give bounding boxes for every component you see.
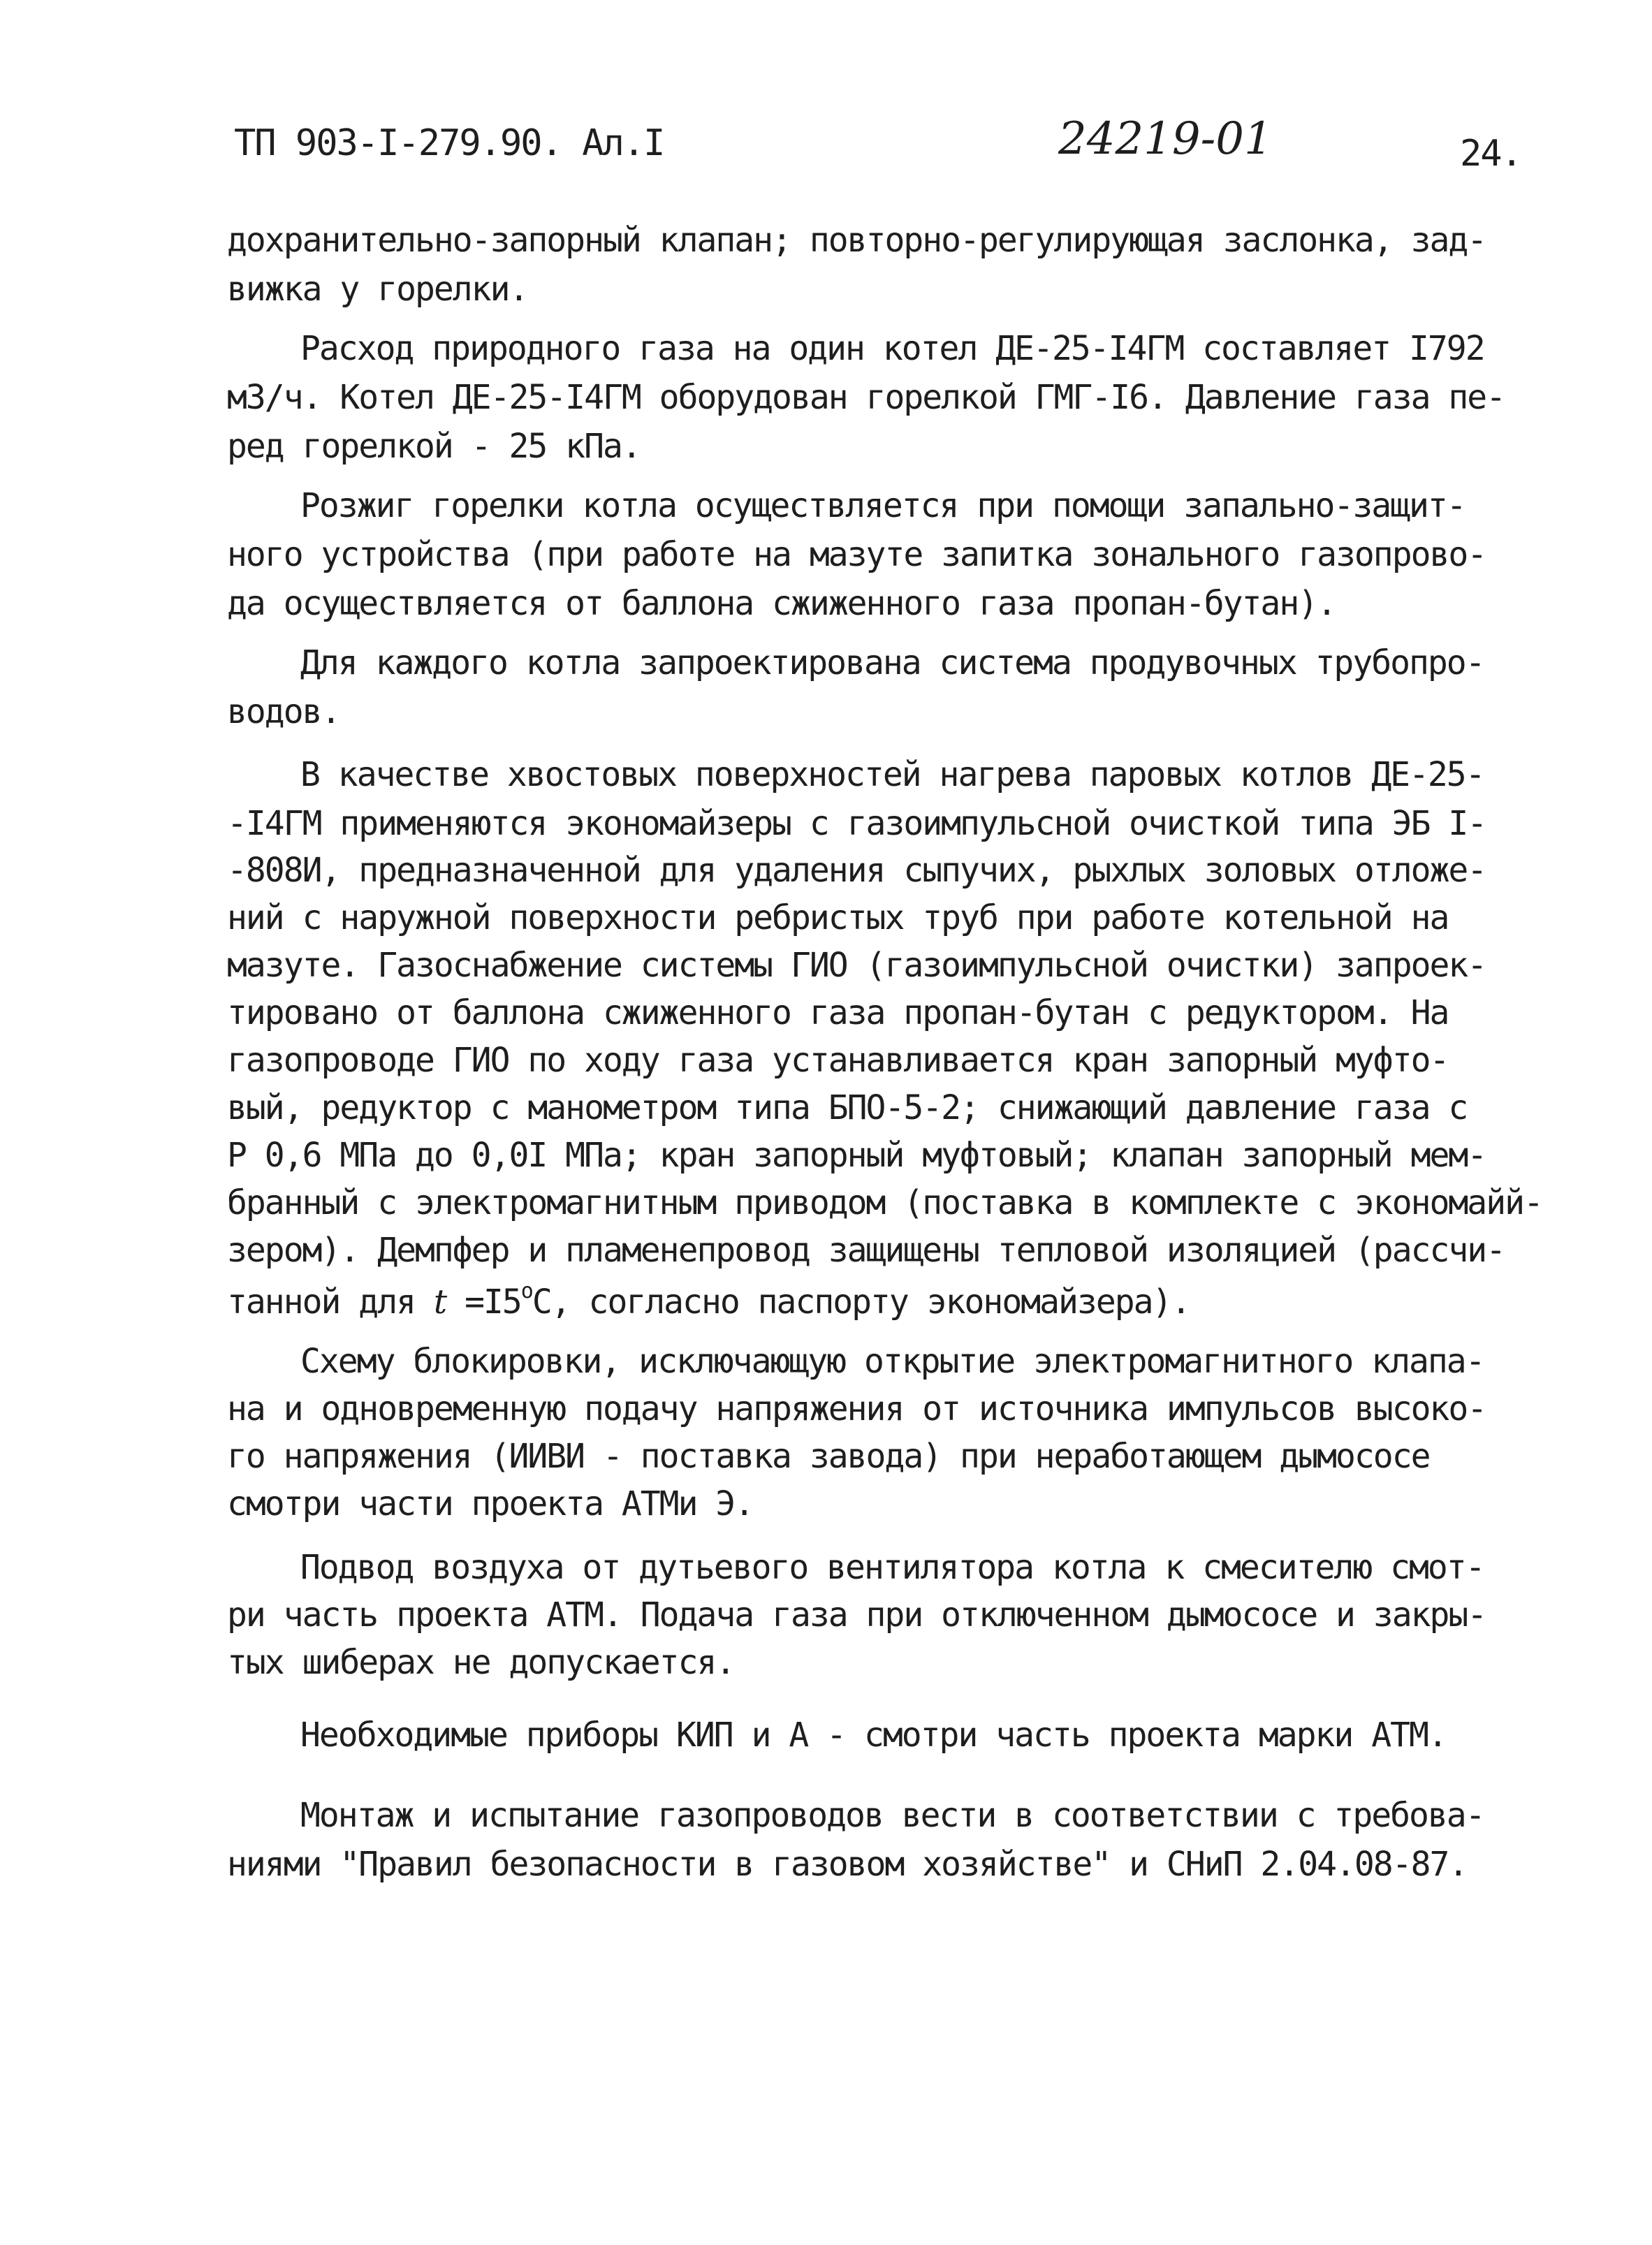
- degree-superscript: o: [520, 1279, 532, 1303]
- text-line: ри часть проекта АТМ. Подача газа при отключенном дымососе и закры-: [227, 1595, 1486, 1635]
- text-line: тых шиберах не допускается.: [227, 1643, 735, 1682]
- text-line: Необходимые приборы КИП и А - смотри часть проекта марки АТМ.: [300, 1716, 1447, 1755]
- text-line: бранный с электромагнитным приводом (поставка в комплекте с экономайй-: [227, 1183, 1542, 1222]
- text-line: мазуте. Газоснабжение системы ГИО (газоимпульсной очистки) запроек-: [227, 946, 1486, 985]
- page-number: 24.: [1460, 133, 1521, 175]
- text-fragment: танной для: [227, 1282, 415, 1322]
- handwritten-number: 24219-01: [1058, 113, 1273, 165]
- document-code: ТП 903-I-279.90. Ал.I: [234, 122, 664, 164]
- text-fragment: С, согласно паспорту экономайзера).: [532, 1282, 1190, 1322]
- text-line: Для каждого котла запроектирована система продувочных трубопро-: [300, 643, 1484, 682]
- text-line-temperature: [227, 1279, 1190, 1322]
- text-line: го напряжения (ИИВИ - поставка завода) при неработающем дымососе: [227, 1437, 1430, 1476]
- text-line: водов.: [227, 692, 340, 731]
- text-line: Расход природного газа на один котел ДЕ-25-I4ГМ составляет I792: [300, 329, 1484, 368]
- text-fragment: =I5: [465, 1282, 521, 1322]
- text-line: Схему блокировки, исключающую открытие электромагнитного клапа-: [300, 1342, 1484, 1381]
- text-line: Розжиг горелки котла осуществляется при помощи запально-защит-: [300, 486, 1465, 525]
- text-line: вый, редуктор с манометром типа БПО-5-2; снижающий давление газа с: [227, 1088, 1468, 1127]
- text-line: ного устройства (при работе на мазуте запитка зонального газопрово-: [227, 535, 1486, 574]
- text-line: ниями "Правил безопасности в газовом хозяйстве" и СНиП 2.04.08-87.: [227, 1845, 1468, 1884]
- text-line: зером). Демпфер и пламенепровод защищены тепловой изоляцией (рассчи-: [227, 1231, 1505, 1270]
- text-line: газопроводе ГИО по ходу газа устанавливается кран запорный муфто-: [227, 1041, 1449, 1080]
- text-line: ний с наружной поверхности ребристых труб при работе котельной на: [227, 898, 1449, 937]
- text-line: на и одновременную подачу напряжения от источника импульсов высоко-: [227, 1389, 1486, 1428]
- text-line: тировано от баллона сжиженного газа пропан-бутан с редуктором. На: [227, 993, 1449, 1032]
- text-line: Р 0,6 МПа до 0,0I МПа; кран запорный муфтовый; клапан запорный мем-: [227, 1136, 1486, 1175]
- text-line: -808И, предназначенной для удаления сыпучих, рыхлых золовых отложе-: [227, 851, 1486, 890]
- temperature-symbol: t: [433, 1282, 446, 1322]
- text-line: В качестве хвостовых поверхностей нагрева паровых котлов ДЕ-25-: [300, 755, 1484, 794]
- text-line: -I4ГМ применяются экономайзеры с газоимпульсной очисткой типа ЭБ I-: [227, 804, 1486, 843]
- text-line: да осуществляется от баллона сжиженного газа пропан-бутан).: [227, 584, 1336, 623]
- text-line: Монтаж и испытание газопроводов вести в соответствии с требова-: [300, 1796, 1484, 1835]
- text-line: дохранительно-запорный клапан; повторно-регулирующая заслонка, зад-: [227, 221, 1486, 260]
- text-line: ред горелкой - 25 кПа.: [227, 427, 641, 466]
- text-line: м3/ч. Котел ДЕ-25-I4ГМ оборудован горелкой ГМГ-I6. Давление газа пе-: [227, 378, 1505, 417]
- text-line: смотри части проекта АТМи Э.: [227, 1484, 754, 1523]
- text-line: Подвод воздуха от дутьевого вентилятора котла к смесителю смот-: [300, 1548, 1484, 1587]
- text-line: вижка у горелки.: [227, 270, 528, 309]
